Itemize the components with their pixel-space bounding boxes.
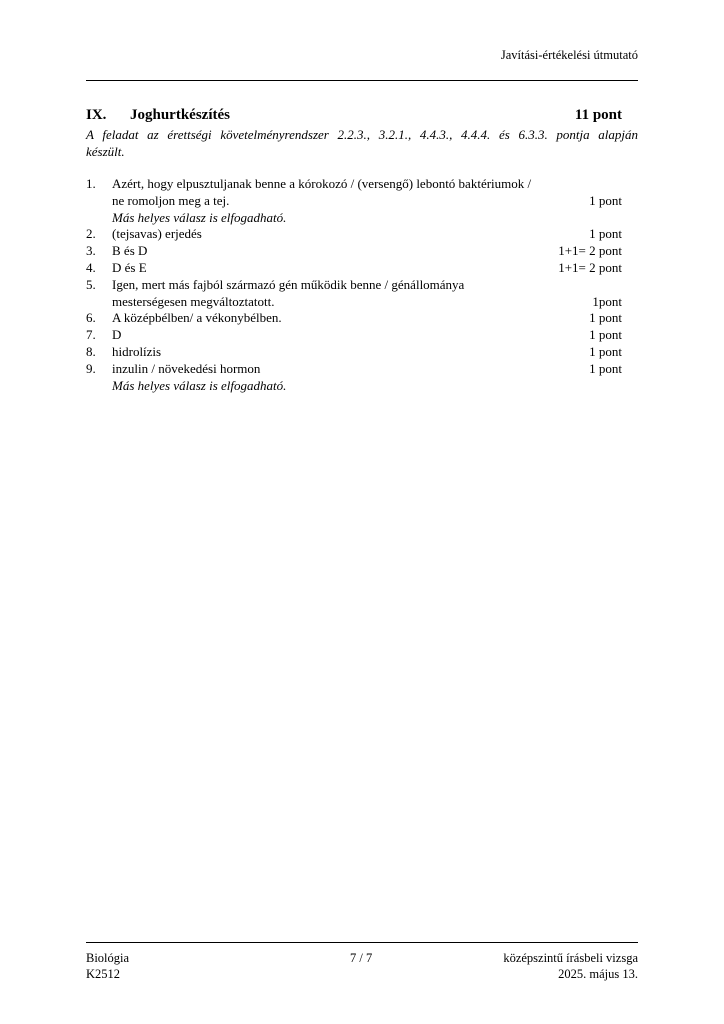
footer-exam-level: középszintű írásbeli vizsga bbox=[503, 951, 638, 965]
answer-points: 1 pont bbox=[589, 226, 622, 242]
answer-item-4 bbox=[86, 260, 622, 277]
header-title: Javítási-értékelési útmutató bbox=[500, 48, 638, 62]
answer-text: (tejsavas) erjedés bbox=[112, 226, 202, 242]
answer-points: 1 pont bbox=[589, 310, 622, 326]
answer-text: B és D bbox=[112, 243, 148, 259]
answer-points: 1+1= 2 pont bbox=[558, 243, 622, 259]
answer-number: 8. bbox=[86, 343, 96, 359]
answer-text: A középbélben/ a vékonybélben. bbox=[112, 310, 282, 326]
answer-text: D és E bbox=[112, 259, 147, 275]
answer-item-6 bbox=[86, 310, 622, 327]
answer-item-8 bbox=[86, 344, 622, 361]
answer-item-1-cont bbox=[86, 193, 622, 210]
footer-subject: Biológia bbox=[86, 951, 130, 965]
answer-item-9-note bbox=[86, 378, 622, 395]
answer-item-7 bbox=[86, 327, 622, 344]
answer-text: mesterségesen megváltoztatott. bbox=[112, 293, 275, 309]
task-title: Joghurtkészítés bbox=[130, 107, 230, 123]
task-description bbox=[86, 126, 638, 160]
footer-code: K2512 bbox=[86, 967, 121, 981]
answer-number: 1. bbox=[86, 176, 96, 191]
answer-number: 3. bbox=[86, 243, 96, 259]
footer-left bbox=[86, 950, 129, 982]
task-total-points: 11 pont bbox=[574, 107, 622, 123]
answer-note: Más helyes válasz is elfogadható. bbox=[112, 209, 287, 225]
answer-number: 2. bbox=[86, 226, 96, 242]
answer-text: hidrolízis bbox=[112, 343, 162, 359]
header-divider bbox=[86, 80, 638, 81]
answer-item-9 bbox=[86, 361, 622, 378]
answer-points: 1 pont bbox=[589, 360, 622, 376]
answer-number: 9. bbox=[86, 360, 96, 376]
answer-points: 1 pont bbox=[589, 192, 622, 208]
answer-text: D bbox=[112, 327, 122, 343]
answer-points: 1+1= 2 pont bbox=[558, 259, 622, 275]
answer-number: 7. bbox=[86, 327, 96, 343]
task-title-row bbox=[86, 107, 622, 125]
answer-list bbox=[86, 176, 622, 394]
answer-item-1-note bbox=[86, 210, 622, 227]
footer-date: 2025. május 13. bbox=[558, 967, 638, 981]
footer-divider bbox=[86, 942, 638, 943]
answer-item-2 bbox=[86, 226, 622, 243]
answer-points: 1pont bbox=[592, 293, 622, 309]
answer-text: Azért, hogy elpusztuljanak benne a kórokozó / (versengő) lebontó baktériumok / bbox=[112, 176, 532, 191]
answer-points: 1 pont bbox=[589, 343, 622, 359]
answer-text: inzulin / növekedési hormon bbox=[112, 360, 261, 376]
task-description-line: A feladat az érettségi követelményrendszer 2.2.3., 3.2.1., 4.4.3., 4.4.4. és 6.3.3. pontja alapján bbox=[86, 127, 638, 142]
answer-text: ne romoljon meg a tej. bbox=[112, 192, 230, 208]
answer-text: Igen, mert más fajból származó gén működik benne / génállománya bbox=[112, 276, 465, 292]
task-description-line: készült. bbox=[86, 144, 125, 159]
footer-right bbox=[503, 950, 638, 982]
answer-item-5-cont bbox=[86, 294, 622, 311]
answer-item-3 bbox=[86, 243, 622, 260]
answer-item-5 bbox=[86, 277, 622, 294]
answer-number: 5. bbox=[86, 276, 96, 292]
task-number: IX. bbox=[86, 107, 107, 123]
answer-note: Más helyes válasz is elfogadható. bbox=[112, 377, 287, 393]
answer-points: 1 pont bbox=[589, 327, 622, 343]
answer-number: 6. bbox=[86, 310, 96, 326]
footer-page-number: 7 / 7 bbox=[350, 951, 373, 965]
answer-item-1 bbox=[86, 176, 622, 193]
answer-number: 4. bbox=[86, 259, 96, 275]
